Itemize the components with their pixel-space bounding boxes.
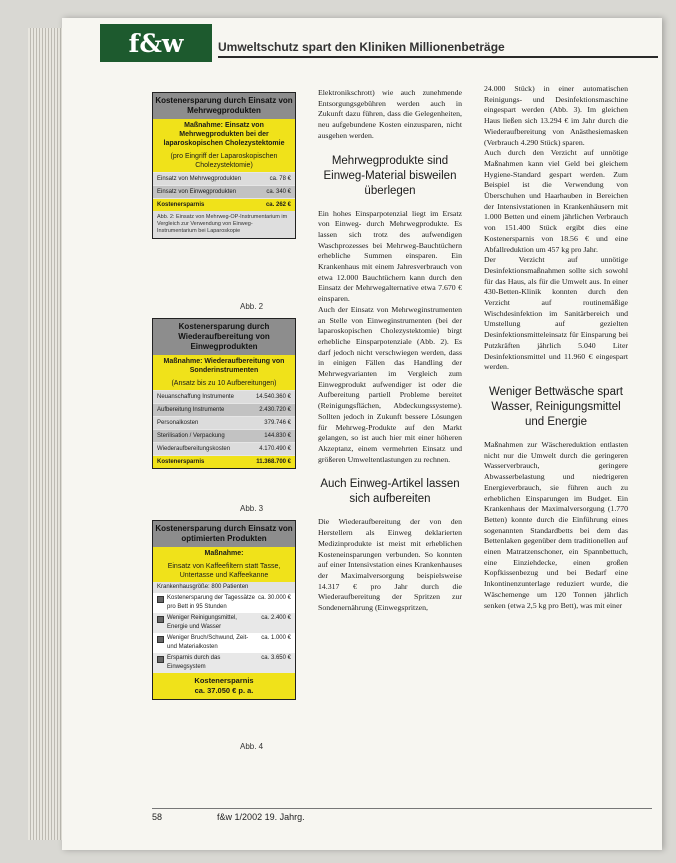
figure-caption: Abb. 2 <box>240 302 264 311</box>
paragraph: Auch durch den Verzicht auf unnötige Maßnahmen kann viel Geld bei gleichem Hygiene-Standard gespart werden. Zum Beispiel ist die Verwendung von Überschuhen und Haarhauben in Bereichen der Intensivstationen in Krankenhäusern mit 1.000 Betten und einem jährlichen Verbrauch von 151.400 Stück ergibt dies eine Kostenersparnis von 18.56 € und eine Abfallreduktion um 457 kg pro Jahr. <box>484 148 628 254</box>
box-measure: Maßnahme: Einsatz von Mehrwegprodukten bei der laparoskopischen Cholezystektomie <box>153 119 295 150</box>
box-row <box>153 172 295 185</box>
box-row <box>153 185 295 198</box>
paragraph: Ein hohes Einsparpotenzial liegt im Ersatz von Einweg- durch Mehrwegprodukte. Es lassen sich trotz des aufwendigen Waschprozesses bei Mehrweg-Bauchtüchern erhebliche Summen einsparen. Ein Krankenhaus mit einem Jahresverbrauch von etwa 12.000 Bauchtüchern kann durch den Einsatz der Mehrwegalternative etwa 7.670 € einsparen. <box>318 208 462 304</box>
box-footnote: Abb. 2: Einsatz von Mehrweg-OP-Instrumentarium im Vergleich zur Verwendung von Einweg-Instrumentarium bei Laparoskopie <box>153 211 295 238</box>
section-heading: Auch Einweg-Artikel lassen sich aufbereiten <box>320 478 460 506</box>
result-label: Kostenersparnis <box>194 676 254 685</box>
paragraph: Der Verzicht auf unnötige Desinfektionsmaßnahmen sollte sich sowohl für das Haus, als für die Umwelt aus. In einer 430-Betten-Klinik konnten durch den Verzicht auf routinemäßige Wischdesinfektion im Sanitärbereich und Umstellung auf gezielten Desinfektionsmitteleinsatz für Einsparung bei Putzkräften jährlich 5.040 Liter Desinfektionsmittel und 11.960 € eingespart werden. <box>484 255 628 372</box>
box-row <box>153 403 295 416</box>
page-footer <box>152 812 305 822</box>
item-value: ca. 2.400 € <box>261 615 291 621</box>
row-label: Einsatz von Einwegprodukten <box>157 189 237 195</box>
row-value: ca. 262 € <box>265 202 291 208</box>
row-label: Wiederaufbereitungskosten <box>157 446 231 452</box>
row-value: 379.746 € <box>264 420 291 426</box>
info-box-optimierte-produkte <box>152 520 296 700</box>
header-rule <box>218 56 658 58</box>
box-row <box>153 416 295 429</box>
row-label: Personalkosten <box>157 420 199 426</box>
box-item <box>153 653 295 673</box>
box-row <box>153 390 295 403</box>
box-base-line: Krankenhausgröße: 800 Patienten <box>153 582 295 593</box>
book-page-edges <box>28 28 64 840</box>
result-value: ca. 37.050 € p. a. <box>194 686 254 695</box>
figure-caption: Abb. 4 <box>240 742 264 751</box>
box-row <box>153 429 295 442</box>
text-column-right <box>484 84 628 611</box>
row-value: 144.830 € <box>264 433 291 439</box>
text-column-middle <box>318 88 462 614</box>
item-text: Weniger Bruch/Schwund, Zeit- und Materialkosten <box>167 635 249 650</box>
box-total-row <box>153 198 295 211</box>
footer-rule <box>152 808 652 809</box>
row-value: ca. 78 € <box>269 176 291 182</box>
paragraph: Maßnahmen zur Wäschereduktion entlasten nicht nur die Umwelt durch die geringeren Wasserverbrauch, geringere Abwasserbelastung und niedrigeren Energieverbrauch, sie führen auch zu erheblichen Einsparungen im Budget. Ein Krankenhaus der Maximalversorgung (1.770 Betten) konnte durch die Einführung eines sogenannten Standardbetts bei dem das Bettenlaken gegenüber dem traditionellen auf einen Matratzenschoner, ein Spannbettuch, eine Einziehdecke, einen großen Kopfkissenbezug und bei Bedarf eine Inkontinenzunterlage reduziert wurde, die Wäschemenge um 120 Tonnen jährlich senken (etwa 2,5 kg pro Bett), was mit einer <box>484 439 628 610</box>
box-measure-note: (Ansatz bis zu 10 Aufbereitungen) <box>153 377 295 390</box>
box-title: Kostenersparung durch Einsatz von optimierten Produkten <box>153 521 295 547</box>
box-row <box>153 442 295 455</box>
page-number: 58 <box>152 812 163 822</box>
row-label: Kostenersparnis <box>157 202 205 208</box>
box-measure-note: (pro Eingriff der Laparoskopischen Cholezystektomie) <box>153 150 295 172</box>
row-value: 11.368.700 € <box>256 459 291 465</box>
info-box-mehrweg <box>152 92 296 239</box>
paragraph: Die Wiederaufbereitung der von den Herstellern als Einweg deklarierten Medizinprodukte ist meist mit erheblichen Kosteneinsparungen verbunden. So konnten auf einer Intensivstation eines Krankenhauses der Maximalversorgung beispielsweise 14.317 € pro Jahr durch die Wiederaufbereitung der Spritzen zur Sondenernährung (Einwegspritzen, <box>318 517 462 613</box>
square-bullet-icon <box>157 656 164 663</box>
box-title: Kostenersparung durch Einsatz von Mehrwegprodukten <box>153 93 295 119</box>
row-label: Einsatz von Mehrwegprodukten <box>157 176 242 182</box>
box-item <box>153 593 295 613</box>
box-measure: Maßnahme: <box>153 547 295 560</box>
info-box-wiederaufbereitung <box>152 318 296 469</box>
row-label: Kostenersparnis <box>157 459 205 465</box>
item-value: ca. 30.000 € <box>257 595 291 601</box>
section-heading: Mehrwegprodukte sind Einweg-Material bisweilen überlegen <box>323 154 457 197</box>
row-value: ca. 340 € <box>266 189 291 195</box>
item-value: ca. 1.000 € <box>261 635 291 641</box>
row-label: Aufbereitung Instrumente <box>157 407 225 413</box>
item-text: Kostenersparung der Tagessätze pro Bett in 95 Stunden <box>167 595 255 610</box>
figure-caption: Abb. 3 <box>240 504 264 513</box>
square-bullet-icon <box>157 636 164 643</box>
paragraph: Auch der Einsatz von Mehrweginstrumenten an Stelle von Einweginstrumenten (bei der laparoskopischen Cholezystektomie) birgt erhebliche Einsparpotenziale (Abb. 2). Es darf jedoch nicht verschwiegen werden, dass in einigen Fällen das Handling der Mehrwegvarianten im Vergleich zum Einwegprodukt aufwendiger ist oder die Aufbereitung partiell Probleme bereitet (Reinigungsflächen, Abdeckungssysteme). Sollten jedoch in Zukunft bessere Lösungen für Mehrweg-Produkte auf den Markt gelangen, so ist auch hier mit einer höheren Akzeptanz, einem vermehrten Einsatz und größeren Umweltentlastungen zu rechnen. <box>318 304 462 464</box>
paragraph: Elektronikschrott) wie auch zunehmende Entsorgungsgebühren werden auch in Zukunft dazu führen, dass die Gelegenheiten, neu aufgebundene Kosten einzusparen, nicht ausgehen werden. <box>318 88 462 140</box>
square-bullet-icon <box>157 616 164 623</box>
article-running-title: Umweltschutz spart den Kliniken Millionenbeträge <box>218 40 505 54</box>
box-measure: Maßnahme: Wiederaufbereitung von Sonderinstrumenten <box>153 355 295 377</box>
section-heading: Weniger Bettwäsche spart Wasser, Reinigungsmittel und Energie <box>488 385 624 428</box>
box-item <box>153 613 295 633</box>
row-value: 14.540.360 € <box>255 394 291 400</box>
issue-info: f&w 1/2002 19. Jahrg. <box>217 812 305 822</box>
box-measure-detail: Einsatz von Kaffeefiltern statt Tasse, Untertasse und Kaffeekanne <box>153 560 295 582</box>
row-value: 4.170.490 € <box>259 446 291 452</box>
square-bullet-icon <box>157 596 164 603</box>
box-result <box>153 673 295 699</box>
magazine-logo: f&w <box>100 24 212 62</box>
row-label: Neuanschaffung Instrumente <box>157 394 234 400</box>
box-title: Kostenersparung durch Wiederaufbereitung von Einwegprodukten <box>153 319 295 355</box>
row-label: Sterilisation / Verpackung <box>157 433 225 439</box>
item-text: Weniger Reinigungsmittel, Energie und Wasser <box>167 615 237 630</box>
item-text: Ersparnis durch das Einwegsystem <box>167 655 221 670</box>
box-total-row <box>153 455 295 468</box>
box-item <box>153 633 295 653</box>
paragraph: 24.000 Stück) in einer automatischen Reinigungs- und Desinfektionsmaschine eingespart werden (Abb. 3). Im gleichen Haus ließen sich 13.294 € im Jahr durch die Wiederaufbereitung von Anästhesiemasken (Verbrauch 4.290 Stück) sparen. <box>484 84 628 147</box>
item-value: ca. 3.650 € <box>261 655 291 661</box>
row-value: 2.430.720 € <box>259 407 291 413</box>
